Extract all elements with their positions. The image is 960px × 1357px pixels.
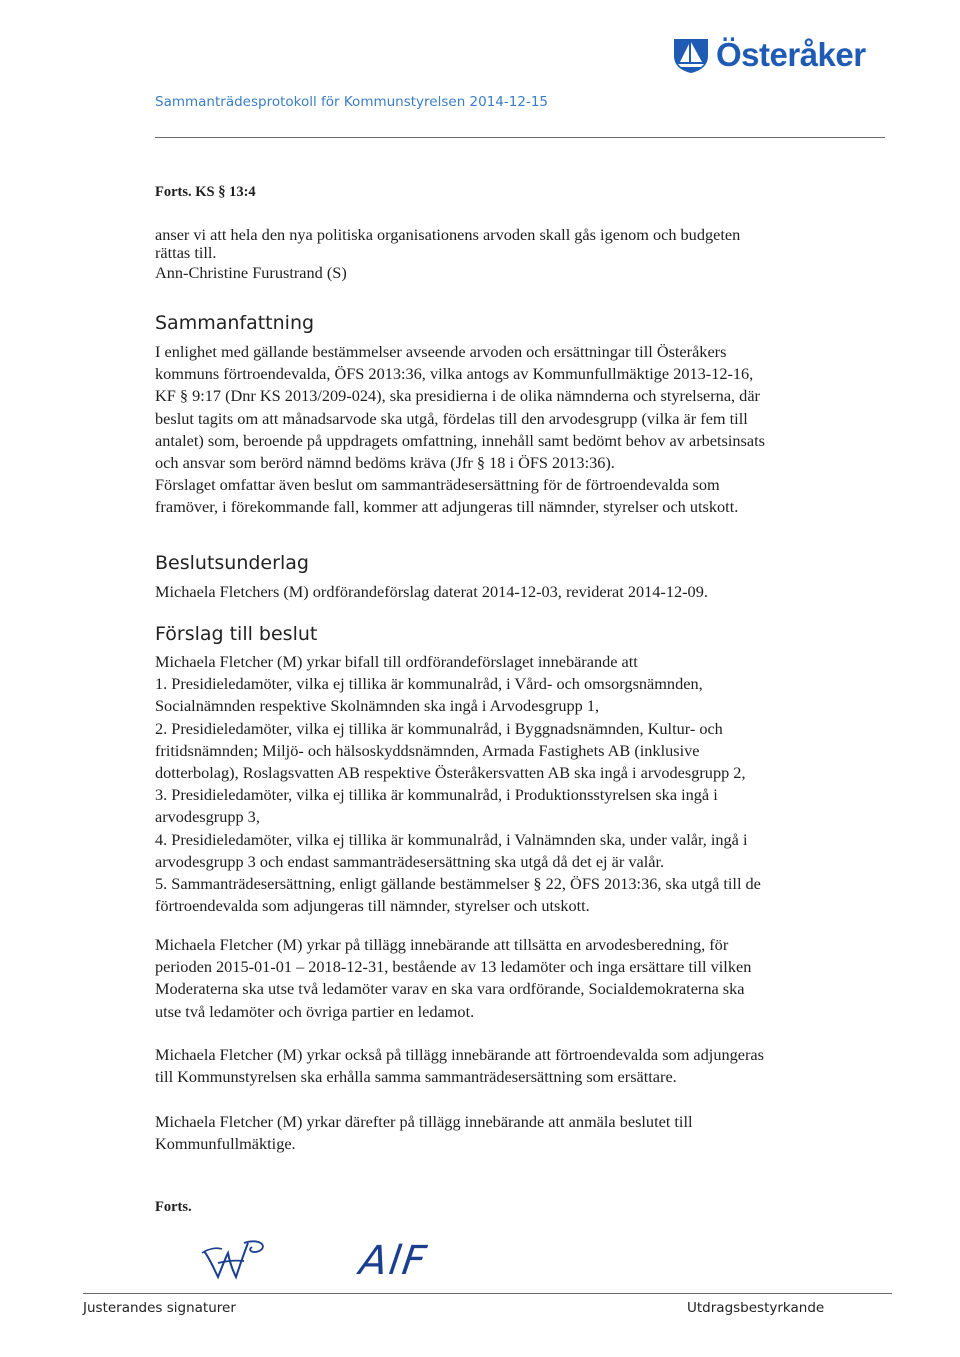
beslutsunderlag-paragraph xyxy=(155,581,875,603)
text-line: rättas till. xyxy=(155,243,217,263)
text-line: Michaela Fletcher (M) yrkar på tillägg innebärande att tillsätta en arvodesberedning, för xyxy=(155,935,729,954)
forslag-paragraph xyxy=(155,651,875,917)
text-line: 2. Presidieledamöter, vilka ej tillika är kommunalråd, i Byggnadsnämnden, Kultur- och xyxy=(155,718,723,738)
text-line: och ansvar som berörd nämnd bedöms kräva (Jfr § 18 i ÖFS 2013:36). xyxy=(155,453,615,473)
footer-left-label: Justerandes signaturer xyxy=(83,1300,236,1316)
text-line: Michaela Fletcher (M) yrkar bifall till ordförandeförslaget innebärande att xyxy=(155,652,638,671)
text-line: arvodesgrupp 3 och endast sammanträdesersättning ska utgå då det ej är valår. xyxy=(155,851,665,871)
text-line: fritidsnämnden; Miljö- och hälsoskyddsnämnden, Armada Fastighets AB (inklusive xyxy=(155,740,700,760)
text-line: förtroendevalda som adjungeras till nämnder, styrelser och utskott. xyxy=(155,896,590,916)
section-heading-sammanfattning: Sammanfattning xyxy=(155,312,315,334)
text-line: KF § 9:17 (Dnr KS 2013/209-024), ska presidierna i de olika nämnderna och styrelserna, där xyxy=(155,386,760,406)
forts-top: Forts. KS § 13:4 xyxy=(155,184,256,200)
text-line: Michaela Fletcher (M) yrkar därefter på tillägg innebärande att anmäla beslutet till xyxy=(155,1112,693,1131)
shield-icon xyxy=(672,36,710,74)
document-header-title: Sammanträdesprotokoll för Kommunstyrelsen 2014-12-15 xyxy=(155,94,548,110)
text-line: framöver, i förekommande fall, kommer att adjungeras till nämnder, styrelser och utskott. xyxy=(155,497,739,517)
text-line: 1. Presidieledamöter, vilka ej tillika är kommunalråd, i Vård- och omsorgsnämnden, xyxy=(155,674,703,694)
text-line: dotterbolag), Roslagsvatten AB respektive Österåkersvatten AB ska ingå i arvodesgrupp 2, xyxy=(155,763,746,783)
footer-divider xyxy=(83,1293,892,1294)
text-line: Michaela Fletchers (M) ordförandeförslag daterat 2014-12-03, reviderat 2014-12-09. xyxy=(155,582,708,601)
brand-logo xyxy=(672,32,866,78)
text-line: 5. Sammanträdesersättning, enligt gällande bestämmelser § 22, ÖFS 2013:36, ska utgå till de xyxy=(155,874,761,894)
text-line: Ann-Christine Furustrand (S) xyxy=(155,263,347,283)
text-line: Kommunfullmäktige. xyxy=(155,1134,296,1154)
text-line: 4. Presidieledamöter, vilka ej tillika är kommunalråd, i Valnämnden ska, under valår, ingå i xyxy=(155,829,748,849)
text-line: I enlighet med gällande bestämmelser avseende arvoden och ersättningar till Österåkers xyxy=(155,342,727,361)
text-line: anser vi att hela den nya politiska organisationens arvoden skall gås igenom och budgeten xyxy=(155,225,741,244)
header-divider xyxy=(155,137,885,138)
text-line: kommuns förtroendevalda, ÖFS 2013:36, vilka antogs av Kommunfullmäktige 2013-12-16, xyxy=(155,364,754,384)
section-heading-forslag: Förslag till beslut xyxy=(155,623,318,645)
text-line: till Kommunstyrelsen ska erhålla samma sammanträdesersättning som ersättare. xyxy=(155,1067,677,1087)
text-line: Förslaget omfattar även beslut om sammanträdesersättning för de förtroendevalda som xyxy=(155,475,720,495)
text-line: antalet) som, beroende på uppdragets omfattning, innehåll samt bedömt behov av arbetsinsats xyxy=(155,430,765,450)
adjungerade-paragraph xyxy=(155,1044,875,1088)
anmalan-paragraph xyxy=(155,1111,875,1155)
text-line: perioden 2015-01-01 – 2018-12-31, bestående av 13 ledamöter och inga ersättare till vilken xyxy=(155,957,752,977)
intro-paragraph xyxy=(155,224,875,285)
arvodesberedning-paragraph xyxy=(155,934,875,1023)
text-line: Michaela Fletcher (M) yrkar också på tillägg innebärande att förtroendevalda som adjungeras xyxy=(155,1045,764,1064)
footer-right-label: Utdragsbestyrkande xyxy=(687,1300,825,1316)
text-line: Moderaterna ska utse två ledamöter varav en ska vara ordförande, Socialdemokraterna ska xyxy=(155,979,745,999)
text-line: beslut tagits om att månadsarvode ska utgå, fördelas till den arvodesgrupp (vilka är fem till xyxy=(155,408,748,428)
sammanfattning-paragraph xyxy=(155,341,875,519)
section-heading-beslutsunderlag: Beslutsunderlag xyxy=(155,552,309,574)
signature-left-image xyxy=(196,1233,276,1288)
brand-name: Österåker xyxy=(716,36,866,73)
forts-bottom: Forts. xyxy=(155,1199,192,1215)
text-line: utse två ledamöter och övriga partier en ledamot. xyxy=(155,1001,475,1021)
text-line: 3. Presidieledamöter, vilka ej tillika är kommunalråd, i Produktionsstyrelsen ska ingå i xyxy=(155,785,718,805)
text-line: Socialnämnden respektive Skolnämnden ska ingå i Arvodesgrupp 1, xyxy=(155,696,600,716)
text-line: arvodesgrupp 3, xyxy=(155,807,260,827)
signature-right: AlF xyxy=(356,1238,431,1284)
